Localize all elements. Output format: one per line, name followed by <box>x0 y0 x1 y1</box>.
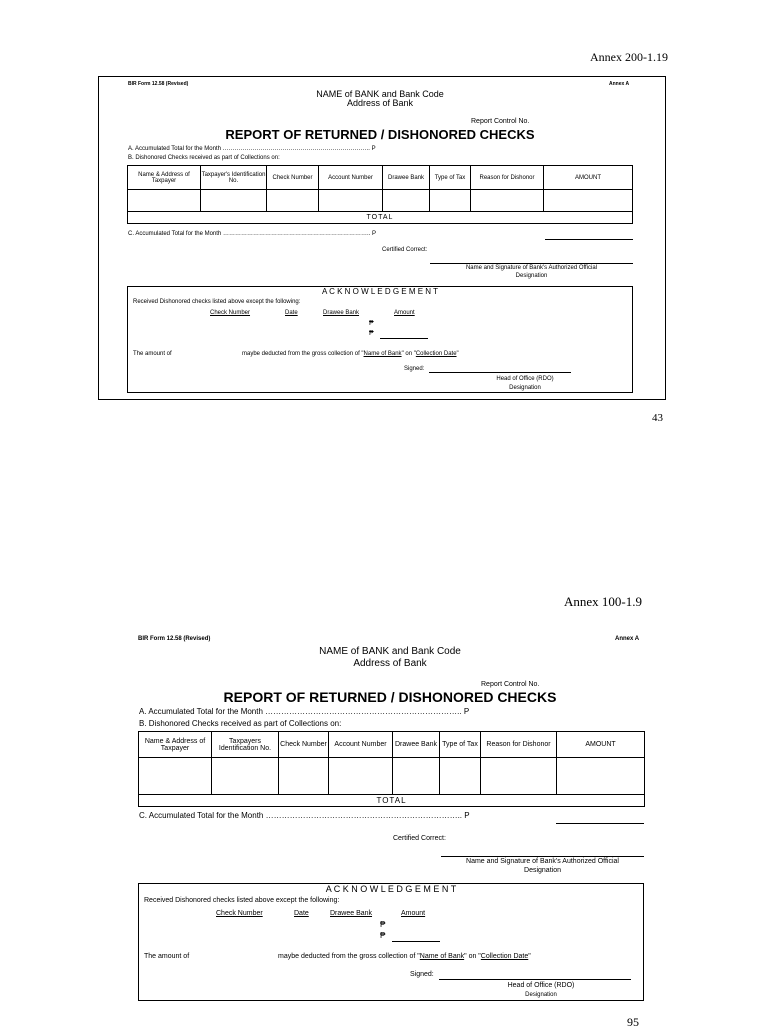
ack-col-drawee: Drawee Bank <box>330 910 373 917</box>
table-cell <box>471 190 544 212</box>
deduction-text <box>278 953 531 960</box>
ack-col-check: Check Number <box>216 910 263 917</box>
line-b: B. Dishonored Checks received as part of Collections on: <box>139 719 342 728</box>
on-text: " on " <box>464 953 481 960</box>
annex-label-top-1: Annex 200-1.19 <box>590 50 668 64</box>
bank-name: NAME of BANK and Bank Code <box>316 89 444 99</box>
line-c: C. Accumulated Total for the Month ……………………………………………………………….. P <box>139 811 470 820</box>
line-a: A. Accumulated Total for the Month ……………………………………………………………….. P <box>139 707 470 716</box>
col-header: Check Number <box>267 166 319 190</box>
signed-rule <box>429 372 571 373</box>
amount-of-text: The amount of <box>133 351 172 357</box>
col-header: AMOUNT <box>544 166 633 190</box>
signed-label: Signed: <box>410 971 434 978</box>
name-of-bank: Name of Bank <box>363 351 402 357</box>
bank-address: Address of Bank <box>346 98 414 108</box>
bank-address: Address of Bank <box>353 658 427 669</box>
quote-end: " <box>528 953 531 960</box>
table-cell <box>267 190 319 212</box>
ack-title: A C K N O W L E D G E M E N T <box>321 287 439 296</box>
checks-table <box>138 731 645 807</box>
table-cell <box>329 758 393 795</box>
col-header: Type of Tax <box>440 732 481 758</box>
peso-sign: ₱ <box>369 320 374 327</box>
col-header: Account Number <box>329 732 393 758</box>
peso-sign: ₱ <box>369 330 374 337</box>
table-cell <box>393 758 440 795</box>
total-row: TOTAL <box>139 795 645 807</box>
col-header: Taxpayer's Identification No. <box>201 166 267 190</box>
amount-of-text: The amount of <box>144 953 190 960</box>
ack-col-drawee: Drawee Bank <box>323 310 360 316</box>
table-cell <box>212 758 279 795</box>
form-code: BIR Form 12.58 (Revised) <box>138 636 211 642</box>
table-cell <box>201 190 267 212</box>
peso-sign: ₱ <box>380 920 386 929</box>
col-header: Reason for Dishonor <box>481 732 557 758</box>
ack-received: Received Dishonored checks listed above except the following: <box>133 299 301 305</box>
table-cell <box>430 190 471 212</box>
signature-rule <box>430 263 633 264</box>
on-text: " on " <box>401 351 416 357</box>
deduction-mid: maybe deducted from the gross collection of " <box>278 953 420 960</box>
signature-rule <box>441 856 644 857</box>
report-control-no: Report Control No. <box>471 118 530 125</box>
col-header: Drawee Bank <box>393 732 440 758</box>
report-title: REPORT OF RETURNED / DISHONORED CHECKS <box>225 127 535 142</box>
report-control-no: Report Control No. <box>481 681 540 688</box>
table-cell <box>279 758 329 795</box>
table-cell <box>544 190 633 212</box>
table-cell <box>383 190 430 212</box>
head-office-designation: Designation <box>509 385 541 391</box>
page-number: 95 <box>627 1015 639 1029</box>
collection-date: Collection Date <box>415 351 457 357</box>
annex-a-label: Annex A <box>609 81 630 87</box>
head-office: Head of Office (RDO) <box>507 982 575 989</box>
deduction-text <box>242 351 459 357</box>
report-title: REPORT OF RETURNED / DISHONORED CHECKS <box>223 689 557 705</box>
certified-correct: Certified Correct: <box>393 835 446 842</box>
annex-a-label: Annex A <box>615 636 640 642</box>
ack-received: Received Dishonored checks listed above except the following: <box>144 897 340 904</box>
col-header: Account Number <box>319 166 383 190</box>
signature-designation: Designation <box>524 867 561 874</box>
collection-date: Collection Date <box>480 953 529 960</box>
col-header: Type of Tax <box>430 166 471 190</box>
ack-col-check: Check Number <box>210 310 251 316</box>
head-office-designation: Designation <box>525 992 557 998</box>
table-cell <box>557 758 645 795</box>
col-header: Name & Address of Taxpayer <box>139 732 212 758</box>
signature-name: Name and Signature of Bank's Authorized Official <box>465 265 598 271</box>
amount-rule <box>392 941 440 942</box>
page-number: 43 <box>652 412 663 424</box>
peso-sign: ₱ <box>380 931 386 940</box>
col-header: Drawee Bank <box>383 166 430 190</box>
table-cell <box>481 758 557 795</box>
line-c-rule <box>545 239 633 240</box>
line-c: C. Accumulated Total for the Month ……………………………………………………………….. P <box>128 231 376 237</box>
line-a: A. Accumulated Total for the Month ……………………………………………………………….. P <box>128 146 376 152</box>
total-row: TOTAL <box>128 212 633 224</box>
amount-rule <box>380 338 428 339</box>
line-c-rule <box>556 823 644 824</box>
col-header: Taxpayers Identification No. <box>212 732 279 758</box>
table-cell <box>139 758 212 795</box>
signed-label: Signed: <box>404 366 425 372</box>
table-cell <box>440 758 481 795</box>
ack-col-date: Date <box>285 310 298 316</box>
ack-col-date: Date <box>294 910 309 917</box>
head-office: Head of Office (RDO) <box>496 376 554 382</box>
annex-label-top-2: Annex 100-1.9 <box>564 594 642 609</box>
signature-name: Name and Signature of Bank's Authorized Official <box>466 858 619 865</box>
form-code: BIR Form 12.58 (Revised) <box>128 81 189 87</box>
certified-correct: Certified Correct: <box>382 247 428 253</box>
col-header: Check Number <box>279 732 329 758</box>
table-cell <box>319 190 383 212</box>
col-header: Name & Address of Taxpayer <box>128 166 201 190</box>
deduction-mid: maybe deducted from the gross collection of " <box>242 351 364 357</box>
checks-table <box>127 165 633 224</box>
col-header: AMOUNT <box>557 732 645 758</box>
ack-col-amount: Amount <box>394 310 415 316</box>
line-b: B. Dishonored Checks received as part of Collections on: <box>128 155 280 161</box>
signature-designation: Designation <box>515 273 548 279</box>
ack-col-amount: Amount <box>401 910 426 917</box>
table-cell <box>128 190 201 212</box>
name-of-bank: Name of Bank <box>419 953 465 960</box>
bank-name: NAME of BANK and Bank Code <box>319 646 461 657</box>
quote-end: " <box>456 351 459 357</box>
col-header: Reason for Dishonor <box>471 166 544 190</box>
ack-title: A C K N O W L E D G E M E N T <box>325 884 457 894</box>
signed-rule <box>439 979 631 980</box>
